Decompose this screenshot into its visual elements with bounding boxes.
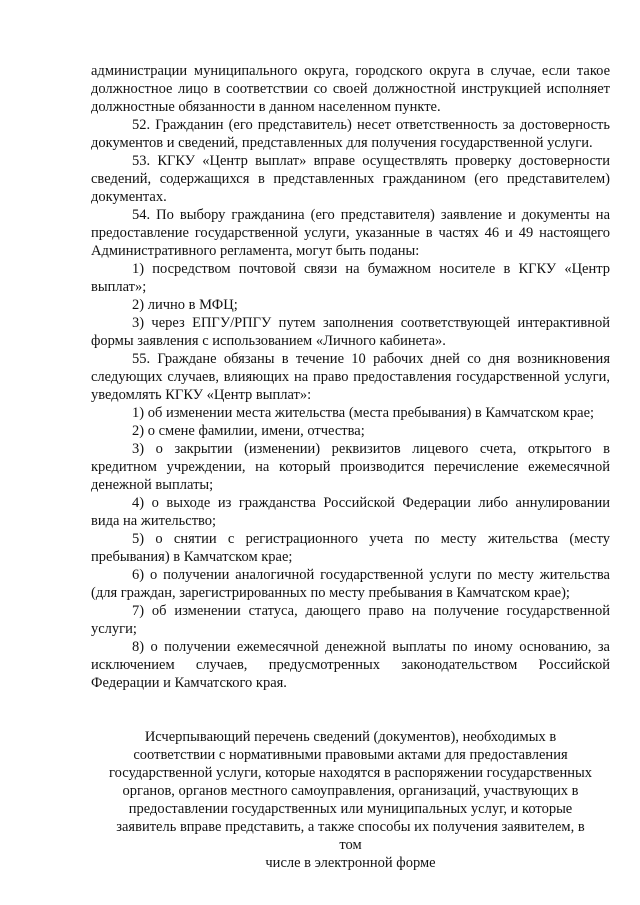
list-item-55-5: 5) о снятии с регистрационного учета по месту жительства (месту пребывания) в Камчатском крае;: [91, 531, 610, 565]
list-item-55-4: 4) о выходе из гражданства Российской Федерации либо аннулировании вида на жительство;: [91, 495, 610, 529]
list-item-55-7: 7) об изменении статуса, дающего право на получение государственной услуги;: [91, 603, 610, 637]
paragraph-53: 53. КГКУ «Центр выплат» вправе осуществлять проверку достоверности сведений, содержащихся в представленных гражданином (его представителем) документах.: [91, 153, 610, 205]
paragraph-55: 55. Граждане обязаны в течение 10 рабочих дней со дня возникновения следующих случаев, влияющих на право предоставления государственной услуги, уведомлять КГКУ «Центр выплат»:: [91, 351, 610, 403]
heading-line: заявитель вправе представить, а также способы их получения заявителем, в том: [116, 819, 585, 853]
heading-line: Исчерпывающий перечень сведений (документов), необходимых в: [144, 729, 557, 745]
list-item-55-6: 6) о получении аналогичной государственной услуги по месту жительства (для граждан, зарегистрированных по месту пребывания в Камчатском крае);: [91, 567, 610, 601]
section-heading: [91, 728, 610, 872]
heading-line: государственной услуги, которые находятся в распоряжении государственных: [109, 765, 592, 781]
list-item-54-2: 2) лично в МФЦ;: [132, 297, 238, 313]
heading-line: соответствии с нормативными правовыми актами для предоставления: [133, 747, 568, 763]
paragraph-54: 54. По выбору гражданина (его представителя) заявление и документы на предоставление государственной услуги, указанные в частях 46 и 49 настоящего Административного регламента, могут быть поданы:: [91, 207, 610, 259]
heading-line: органов, органов местного самоуправления, организаций, участвующих в: [122, 783, 579, 799]
paragraph-continuation: администрации муниципального округа, городского округа в случае, если такое должностное лицо в соответствии со своей должностной инструкцией исполняет должностные обязанности в данном населенном пункте.: [91, 63, 610, 115]
heading-line: предоставлении государственных или муниципальных услуг, и которые: [128, 801, 573, 817]
heading-line: числе в электронной форме: [265, 855, 436, 871]
list-item-54-3: 3) через ЕПГУ/РПГУ путем заполнения соответствующей интерактивной формы заявления с использованием «Личного кабинета».: [91, 315, 610, 349]
list-item-54-1: 1) посредством почтовой связи на бумажном носителе в КГКУ «Центр выплат»;: [91, 261, 610, 295]
document-page: [91, 62, 610, 872]
list-item-55-3: 3) о закрытии (изменении) реквизитов лицевого счета, открытого в кредитном учреждении, на который производится перечисление ежемесячной денежной выплаты;: [91, 441, 610, 493]
paragraph-52: 52. Гражданин (его представитель) несет ответственность за достоверность документов и сведений, представленных для получения государственной услуги.: [91, 117, 610, 151]
list-item-55-1: 1) об изменении места жительства (места пребывания) в Камчатском крае;: [132, 405, 595, 421]
list-item-55-2: 2) о смене фамилии, имени, отчества;: [132, 423, 365, 439]
list-item-55-8: 8) о получении ежемесячной денежной выплаты по иному основанию, за исключением случаев, предусмотренных законодательством Российской Федерации и Камчатского края.: [91, 639, 610, 691]
